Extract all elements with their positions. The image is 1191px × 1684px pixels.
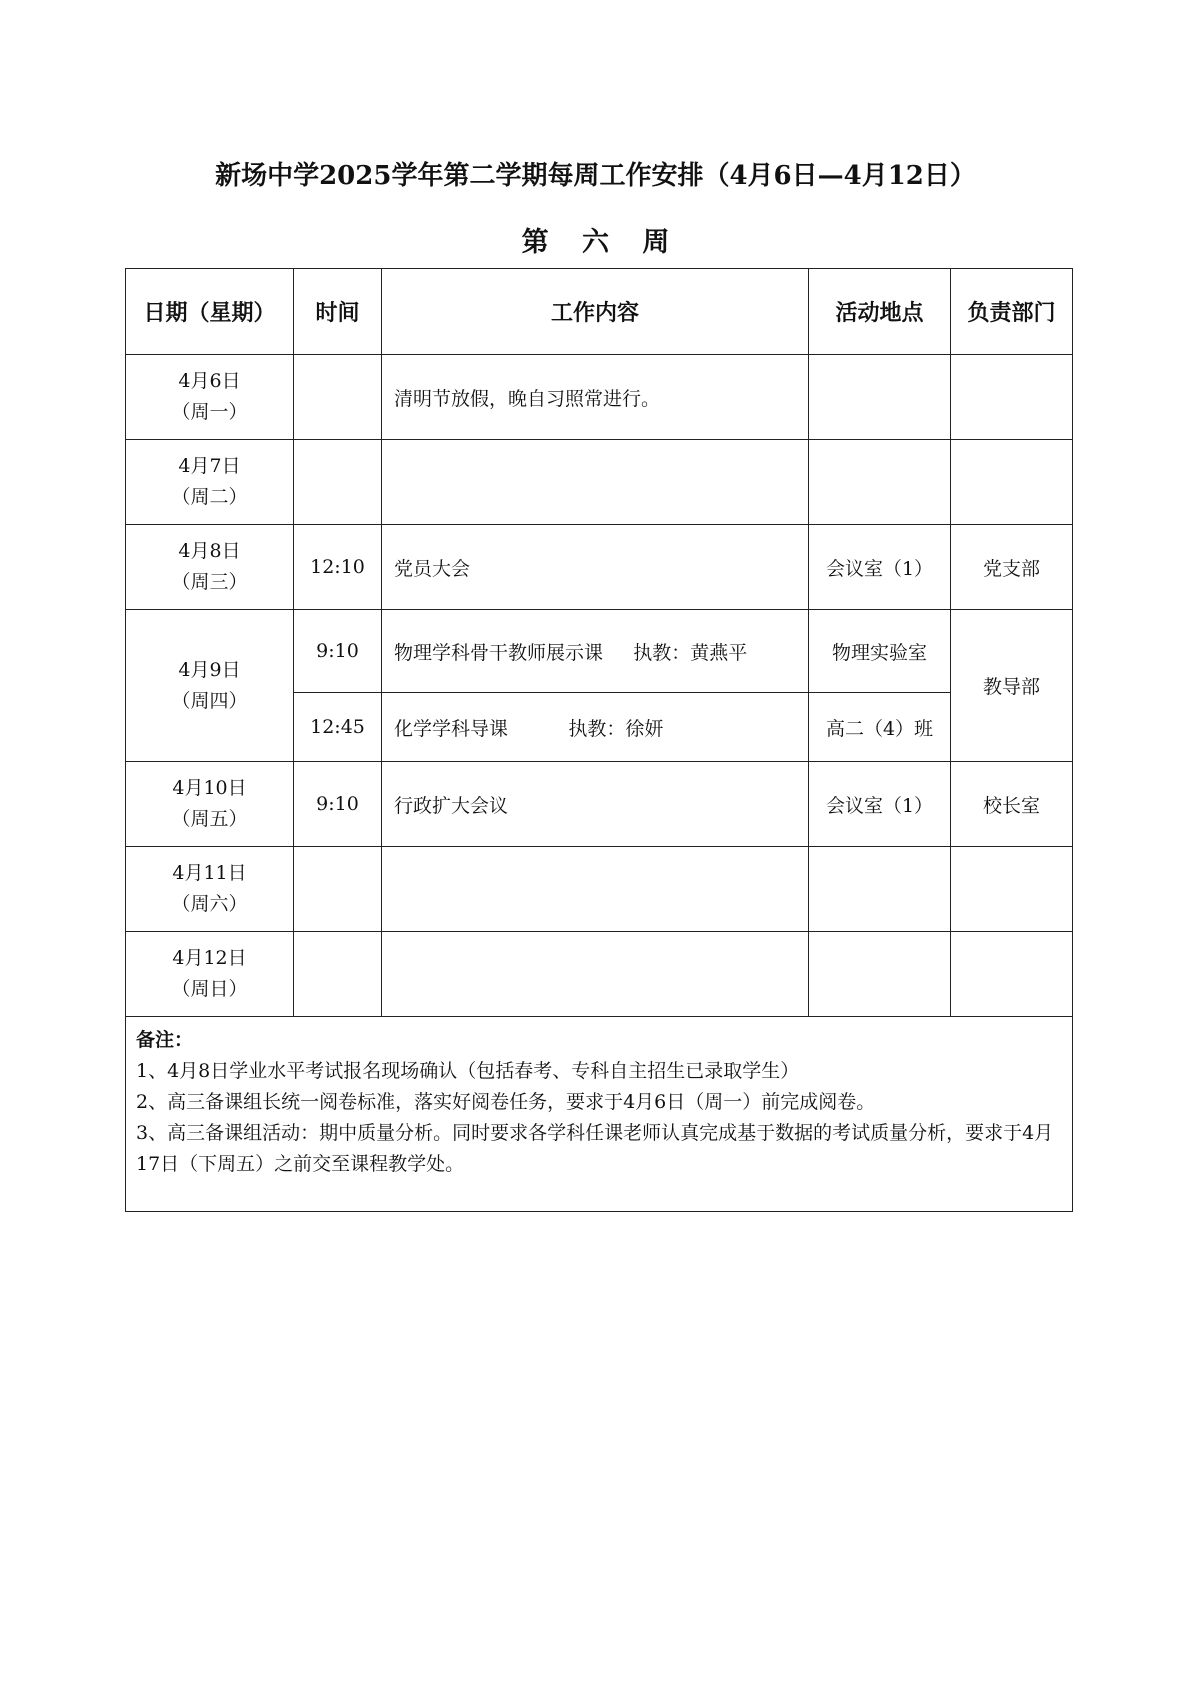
content-cell: 党员大会 — [382, 525, 809, 610]
location-cell — [809, 847, 951, 932]
header-location: 活动地点 — [809, 269, 951, 355]
weekday-text: （周日） — [171, 978, 248, 1000]
location-cell — [809, 932, 951, 1017]
note-item: 3、高三备课组活动：期中质量分析。同时要求各学科任课老师认真完成基于数据的考试质量分析，要求于4月17日（下周五）之前交至课程教学处。 — [136, 1122, 1054, 1175]
content-cell: 化学学科导课 执教：徐妍 — [382, 693, 809, 762]
date-text: 4月12日 — [172, 947, 247, 969]
location-cell — [809, 440, 951, 525]
department-cell: 教导部 — [951, 610, 1073, 762]
location-cell: 高二（4）班 — [809, 693, 951, 762]
location-cell: 会议室（1） — [809, 762, 951, 847]
header-content: 工作内容 — [382, 269, 809, 355]
content-cell: 物理学科骨干教师展示课 执教：黄燕平 — [382, 610, 809, 693]
page-title: 新场中学2025学年第二学期每周工作安排（4月6日—4月12日） — [215, 161, 976, 191]
date-cell — [126, 440, 294, 525]
note-item: 2、高三备课组长统一阅卷标准，落实好阅卷任务，要求于4月6日（周一）前完成阅卷。 — [136, 1091, 876, 1113]
weekday-text: （周四） — [171, 689, 248, 712]
time-cell — [294, 932, 382, 1017]
table-row — [126, 610, 1073, 693]
date-cell — [126, 610, 294, 762]
header-row — [126, 269, 1073, 355]
location-cell — [809, 355, 951, 440]
table-row — [126, 440, 1073, 525]
department-cell: 校长室 — [951, 762, 1073, 847]
weekday-text: （周五） — [171, 808, 248, 830]
department-cell — [951, 440, 1073, 525]
content-cell: 清明节放假，晚自习照常进行。 — [382, 355, 809, 440]
table-row — [126, 355, 1073, 440]
date-text: 4月7日 — [178, 455, 241, 477]
header-department: 负责部门 — [951, 269, 1073, 355]
time-cell — [294, 847, 382, 932]
content-cell — [382, 440, 809, 525]
notes-cell — [126, 1017, 1073, 1212]
time-cell: 12:45 — [294, 693, 382, 762]
department-cell — [951, 847, 1073, 932]
date-text: 4月6日 — [178, 370, 241, 392]
location-cell: 物理实验室 — [809, 610, 951, 693]
weekday-text: （周一） — [171, 401, 248, 423]
table-row — [126, 847, 1073, 932]
table-row — [126, 932, 1073, 1017]
department-cell — [951, 355, 1073, 440]
table-row — [126, 525, 1073, 610]
date-cell — [126, 847, 294, 932]
schedule-table — [125, 268, 1073, 1212]
time-cell: 12:10 — [294, 525, 382, 610]
notes-title: 备注： — [136, 1029, 194, 1051]
date-text: 4月10日 — [172, 777, 247, 799]
date-cell — [126, 762, 294, 847]
note-item: 1、4月8日学业水平考试报名现场确认（包括春考、专科自主招生已录取学生） — [136, 1060, 800, 1082]
time-cell: 9:10 — [294, 762, 382, 847]
content-cell — [382, 932, 809, 1017]
date-text: 4月8日 — [178, 540, 241, 562]
weekday-text: （周二） — [171, 486, 248, 508]
weekday-text: （周六） — [171, 893, 248, 915]
department-cell — [951, 932, 1073, 1017]
time-cell — [294, 355, 382, 440]
date-text: 4月11日 — [172, 862, 247, 884]
date-cell — [126, 932, 294, 1017]
date-cell — [126, 525, 294, 610]
location-cell: 会议室（1） — [809, 525, 951, 610]
week-title: 第 六 周 — [521, 227, 682, 258]
header-time: 时间 — [294, 269, 382, 355]
notes-row — [126, 1017, 1073, 1212]
date-cell — [126, 355, 294, 440]
content-cell — [382, 847, 809, 932]
weekday-text: （周三） — [171, 571, 248, 593]
department-cell: 党支部 — [951, 525, 1073, 610]
time-cell: 9:10 — [294, 610, 382, 693]
content-cell: 行政扩大会议 — [382, 762, 809, 847]
table-row — [126, 762, 1073, 847]
header-date: 日期（星期） — [126, 269, 294, 355]
date-text: 4月9日 — [178, 658, 241, 681]
time-cell — [294, 440, 382, 525]
